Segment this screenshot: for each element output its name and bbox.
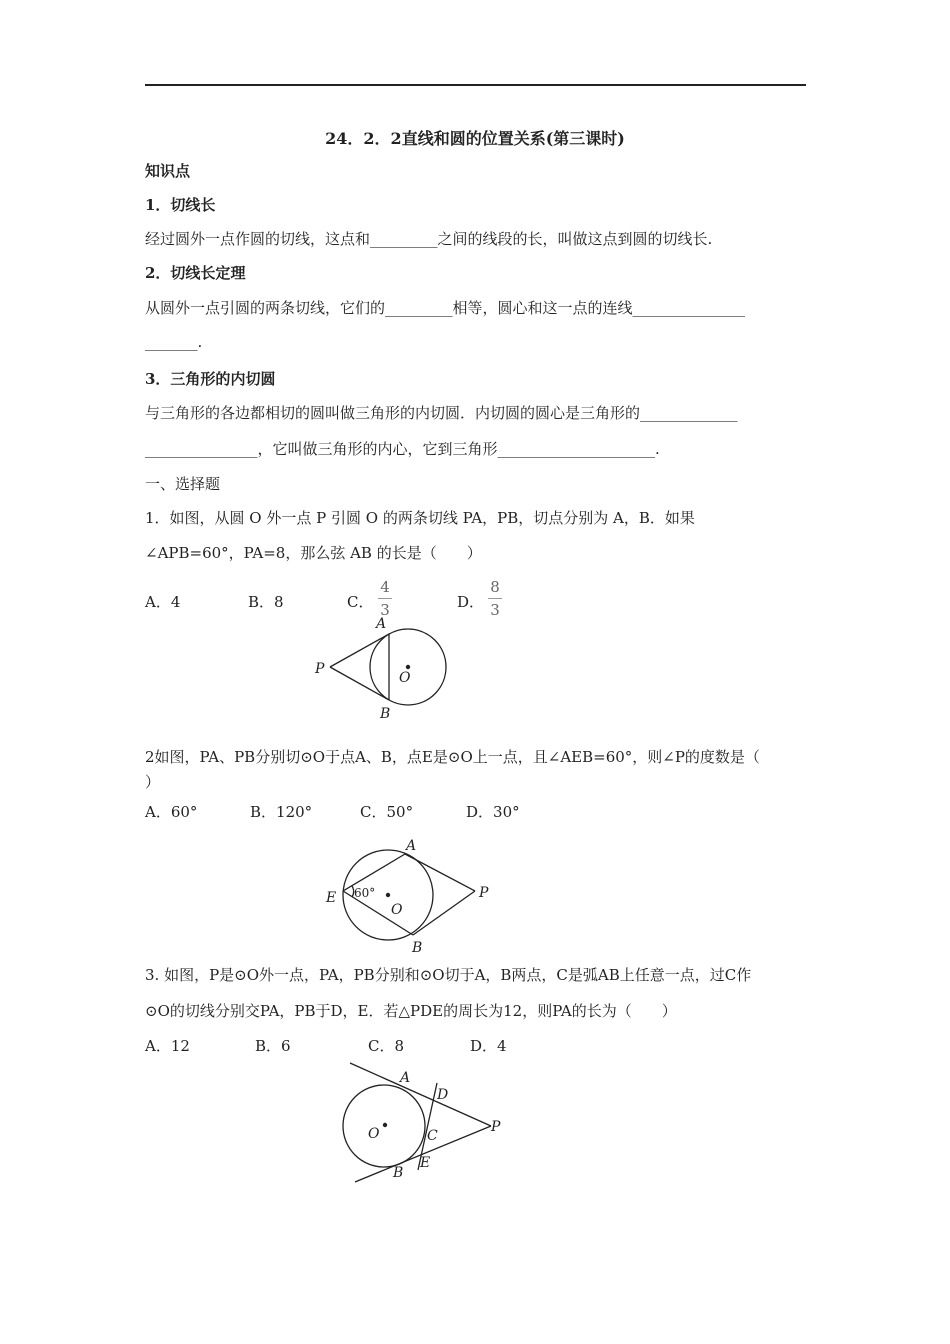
q3-option-a: A．12: [145, 1037, 190, 1055]
q3-label-d: D: [437, 1087, 449, 1103]
choice-section-heading: 一、选择题: [145, 475, 221, 493]
q3-option-b: B．6: [255, 1037, 291, 1055]
q1-option-d-numerator: 8: [490, 578, 500, 596]
section-3-text-line1: 与三角形的各边都相切的圆叫做三角形的内切圆．内切圆的圆心是三角形的_____________: [145, 404, 738, 422]
q1-option-c-numerator: 4: [380, 578, 390, 596]
page-title: 24．2．2直线和圆的位置关系(第三课时): [325, 129, 625, 148]
q1-line-pb: [330, 667, 389, 700]
q2-text-line2: ）: [145, 773, 161, 791]
q2-label-a: A: [406, 838, 417, 854]
q1-label-b: B: [380, 706, 391, 722]
knowledge-heading: 知识点: [145, 162, 191, 180]
q1-option-d-denominator: 3: [490, 601, 500, 619]
q2-line-bp: [413, 891, 475, 935]
header-rule: [145, 84, 806, 86]
q3-option-d: D．4: [470, 1037, 507, 1055]
q3-label-c: C: [427, 1128, 438, 1144]
q1-center-dot: [406, 665, 410, 669]
q3-label-e: E: [420, 1155, 431, 1171]
q2-angle-label: 60°: [354, 886, 376, 900]
q1-option-c-denominator: 3: [380, 601, 390, 619]
q3-label-b: B: [393, 1165, 404, 1181]
q2-center-dot: [386, 893, 390, 897]
q2-label-e: E: [326, 890, 337, 906]
q3-label-a: A: [400, 1070, 411, 1086]
q2-option-d: D．30°: [466, 803, 520, 821]
section-2-text-line2: _______.: [145, 333, 203, 351]
q3-text-line1: 3. 如图，P是⊙O外一点，PA，PB分别和⊙O切于A，B两点，C是弧AB上任意一点，过C作: [145, 966, 752, 984]
section-1-text: 经过圆外一点作圆的切线，这点和_________之间的线段的长，叫做这点到圆的切线长.: [145, 230, 713, 248]
q1-option-d: D．: [457, 593, 485, 611]
q1-line-pa: [330, 634, 389, 667]
q2-label-p: P: [479, 885, 489, 901]
section-3-text-line2: _______________，它叫做三角形的内心，它到三角形_____________________.: [145, 440, 660, 458]
q2-line-ap: [405, 854, 475, 891]
q1-text-line1: 1．如图，从圆 O 外一点 P 引圆 O 的两条切线 PA，PB，切点分别为 A，B．如果: [145, 509, 695, 527]
section-2-text-line1: 从圆外一点引圆的两条切线，它们的_________相等，圆心和这一点的连线_______________: [145, 299, 746, 317]
q1-label-o: O: [399, 670, 411, 686]
q2-option-b: B．120°: [250, 803, 313, 821]
q2-label-o: O: [391, 902, 403, 918]
q1-option-d-fraction: [485, 578, 505, 619]
q1-option-a: A．4: [145, 593, 181, 611]
q3-label-o: O: [368, 1126, 380, 1142]
section-2-heading: 2．切线长定理: [145, 264, 246, 282]
section-1-heading: 1．切线长: [145, 196, 216, 214]
q2-figure: [320, 832, 500, 957]
q3-figure: [320, 1060, 510, 1190]
q3-center-dot: [383, 1123, 387, 1127]
q1-option-c: C．: [347, 593, 374, 611]
q1-text-line2: ∠APB=60°，PA=8，那么弦 AB 的长是（ ）: [145, 544, 482, 562]
q3-text-line2: ⊙O的切线分别交PA，PB于D，E．若△PDE的周长为12，则PA的长为（ ）: [145, 1002, 677, 1020]
q2-option-a: A．60°: [145, 803, 198, 821]
q1-label-a: A: [376, 616, 387, 632]
q2-text-line1: 2如图，PA、PB分别切⊙O于点A、B，点E是⊙O上一点，且∠AEB=60°，则∠P的度数是（: [145, 748, 760, 766]
q3-option-c: C．8: [368, 1037, 405, 1055]
q3-line-pa: [350, 1063, 491, 1126]
q1-figure: [300, 610, 460, 725]
q1-option-b: B．8: [248, 593, 284, 611]
section-3-heading: 3．三角形的内切圆: [145, 370, 276, 388]
q2-label-b: B: [412, 940, 423, 956]
q3-label-p: P: [491, 1119, 501, 1135]
q1-label-p: P: [315, 661, 325, 677]
q2-option-c: C．50°: [360, 803, 414, 821]
